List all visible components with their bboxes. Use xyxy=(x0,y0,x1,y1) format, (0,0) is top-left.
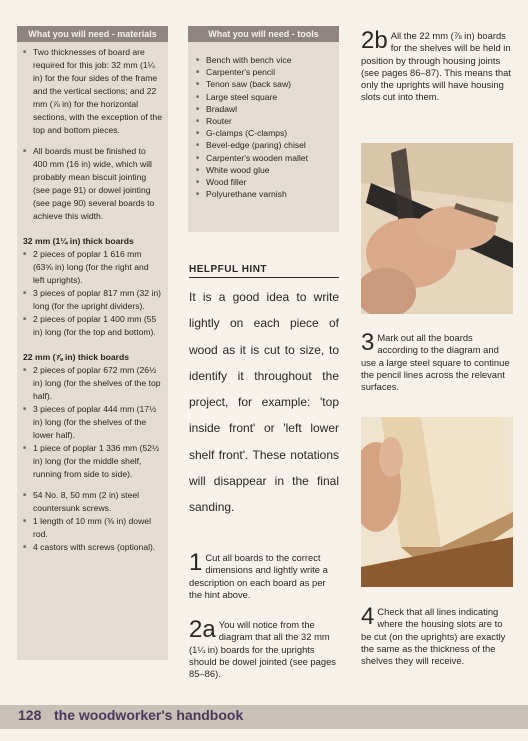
book-title: the woodworker's handbook xyxy=(54,707,244,723)
step-2b xyxy=(361,27,511,104)
step-4 xyxy=(361,603,511,667)
thick-board-item: ■ 2 pieces of poplar 1 400 mm (55 in) long (for the top and bottom). xyxy=(23,313,162,339)
marking-photo-illustration xyxy=(361,143,513,314)
step-number: 4 xyxy=(361,603,375,630)
tools-box xyxy=(188,26,339,232)
materials-heading: What you will need - materials xyxy=(17,26,168,42)
tool-item: ■ Router xyxy=(196,115,331,127)
tool-item: ■ Polyurethane varnish xyxy=(196,188,331,200)
photo-checking-slots xyxy=(361,417,513,587)
tool-item: ■ Carpenter's wooden mallet xyxy=(196,152,331,164)
tool-item: ■ Bench with bench vice xyxy=(196,54,331,66)
tools-list xyxy=(188,42,339,200)
step-text: Mark out all the boards according to the diagram and use a large steel square to continue the pencil lines across the relevant surfaces. xyxy=(361,332,510,393)
tool-item: ■ White wood glue xyxy=(196,164,331,176)
helpful-hint-text: It is a good idea to write lightly on each piece of wood as it is cut to size, to identify it throughout the project, for example: 'top inside front' or 'left lower shelf front'. These notations will disappear in the final sanding. xyxy=(189,290,339,515)
hardware-item: ■ 54 No. 8, 50 mm (2 in) steel countersunk screws. xyxy=(23,489,162,515)
materials-list xyxy=(17,42,168,554)
tool-item: ■ Tenon saw (back saw) xyxy=(196,78,331,90)
step-number: 2a xyxy=(189,616,216,643)
step-text: All the 22 mm (⅞ in) boards for the shelves will be held in position by through housing joints (see pages 86–87). This means that only the uprights will have housing slots cut into them. xyxy=(361,30,511,103)
thin-boards-heading: 22 mm (⅞ in) thick boards xyxy=(23,352,130,362)
tool-item: ■ Bradawl xyxy=(196,103,331,115)
step-text: Cut all boards to the correct dimensions and lightly write a description on each board as per the hint above. xyxy=(189,552,328,600)
tool-item: ■ Bevel-edge (paring) chisel xyxy=(196,139,331,151)
photo-marking-boards xyxy=(361,143,513,314)
page-number: 128 xyxy=(18,707,42,723)
thick-boards-heading: 32 mm (1¼ in) thick boards xyxy=(23,236,134,246)
tool-item: ■ Wood filler xyxy=(196,176,331,188)
thin-board-item: ■ 2 pieces of poplar 672 mm (26½ in) long (for the shelves of the top half). xyxy=(23,364,162,403)
step-text: You will notice from the diagram that all the 32 mm (1¼ in) boards for the uprights should be dowel jointed (see pages 85–86). xyxy=(189,619,336,680)
tool-item: ■ Large steel square xyxy=(196,91,331,103)
step-text: Check that all lines indicating where the housing slots are to be cut (on the uprights) are exactly the same as the thickness of the shelves they will receive. xyxy=(361,606,506,667)
hardware-item: ■ 1 length of 10 mm (⅜ in) dowel rod. xyxy=(23,515,162,541)
materials-intro-item: ■ All boards must be finished to 400 mm (16 in) wide, which will probably mean biscuit jointing (see page 91) or dowel jointing (see page 90) several boards to achieve this width. xyxy=(23,145,162,223)
step-1 xyxy=(189,549,339,601)
hardware-item: ■ 4 castors with screws (optional). xyxy=(23,541,162,554)
tool-item: ■ G-clamps (C-clamps) xyxy=(196,127,331,139)
step-3 xyxy=(361,329,511,393)
tools-heading: What you will need - tools xyxy=(188,26,339,42)
step-number: 2b xyxy=(361,27,388,54)
step-number: 3 xyxy=(361,329,375,356)
thin-board-item: ■ 1 piece of poplar 1 336 mm (52½ in) long (for the middle shelf, running from side to side). xyxy=(23,442,162,481)
thick-board-item: ■ 2 pieces of poplar 1 616 mm (63⅝ in) long (for the right and left uprights). xyxy=(23,248,162,287)
materials-intro-item: ■ Two thicknesses of board are required for this job: 32 mm (1¼ in) for the four sides of the frame and the vertical sections; and 22 mm (⅞ in) for the horizontal sections, with the exception of the top and bottom pieces. xyxy=(23,46,162,137)
step-number: 1 xyxy=(189,549,203,576)
thick-board-item: ■ 3 pieces of poplar 817 mm (32 in) long (for the upright dividers). xyxy=(23,287,162,313)
step-2a xyxy=(189,616,339,680)
checking-photo-illustration xyxy=(361,417,513,587)
thin-board-item: ■ 3 pieces of poplar 444 mm (17½ in) long (for the shelves of the lower half). xyxy=(23,403,162,442)
materials-box xyxy=(17,26,168,660)
tool-item: ■ Carpenter's pencil xyxy=(196,66,331,78)
helpful-hint-title: HELPFUL HINT xyxy=(189,264,339,278)
